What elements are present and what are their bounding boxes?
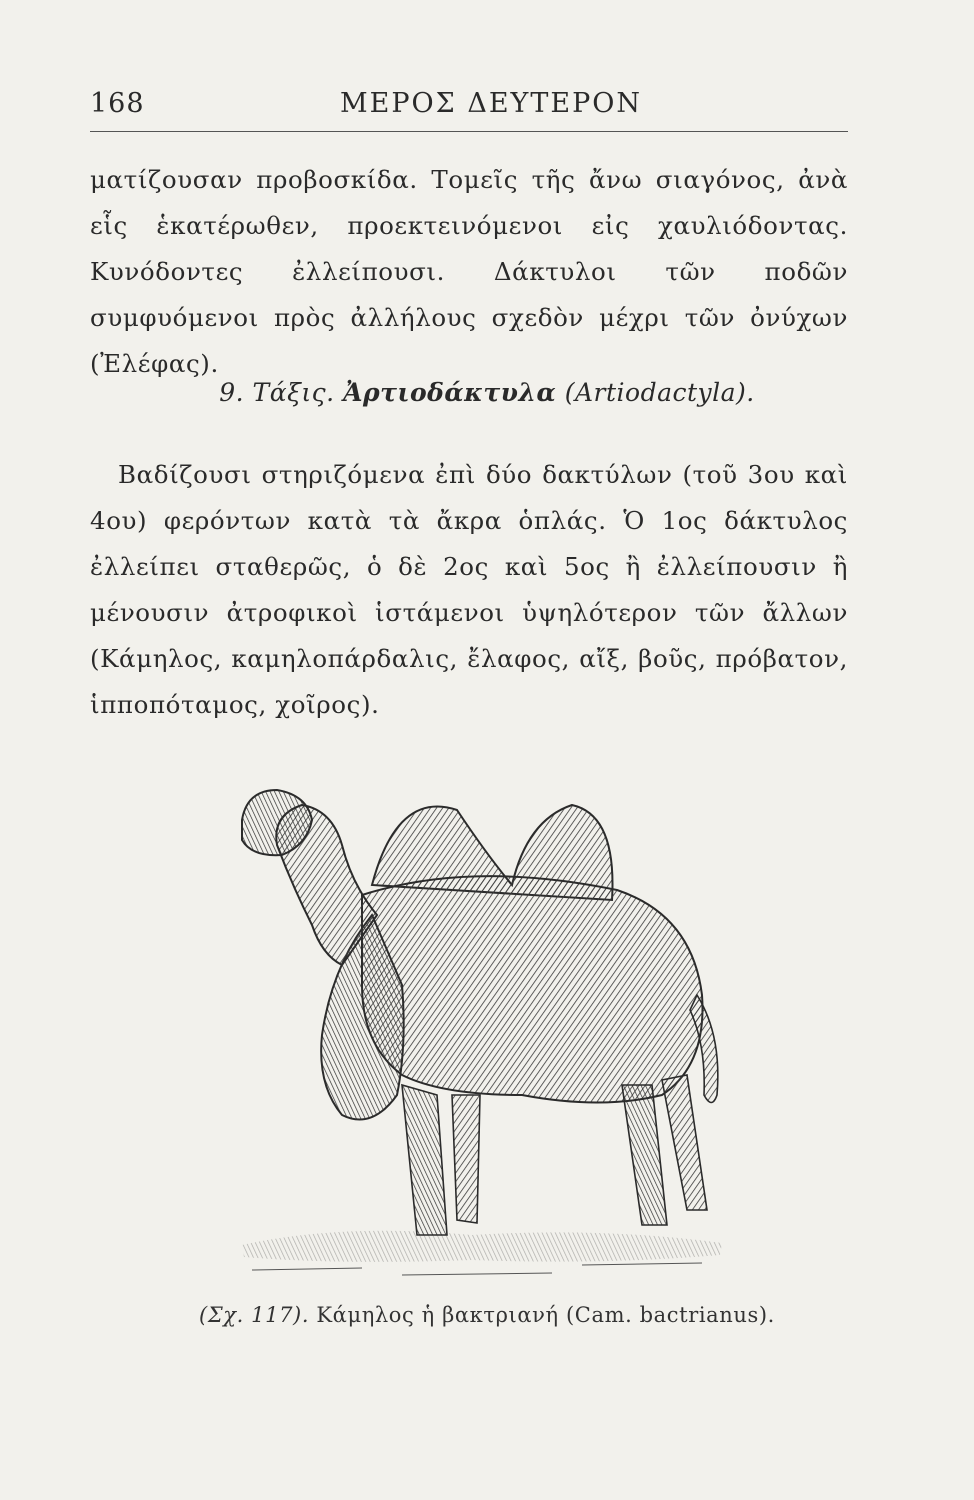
header-rule [90,131,848,132]
figure-number: (Σχ. 117). [199,1303,310,1327]
page-number: 168 [90,88,145,119]
camel-illustration [222,765,752,1305]
camel-body [242,790,718,1120]
section-order-word: Τάξις. [252,378,335,407]
paragraph-artiodactyla-description: Βαδίζουσι στηριζόμενα ἐπὶ δύο δακτύλων (τοῦ 3ου καὶ 4ου) φερόντων κατὰ τὰ ἄκρα ὁπλάς. Ὁ 1ος δάκτυλος ἐλλείπει σταθερῶς, ὁ δὲ 2ος καὶ 5ος ἢ ἐλλείπουσιν ἢ μένουσιν ἀτροφικοὶ ἱστάμενοι ὑψηλότερον τῶν ἄλλων (Κάμηλος, καμηλοπάρδαλις, ἔλαφος, αἴξ, βοῦς, πρόβατον, ἱπποπόταμος, χοῖρος). [90,460,848,719]
section-latin-name: (Artiodactyla). [564,378,755,407]
paragraph-elephant-description: ματίζουσαν προβοσκίδα. Τομεῖς τῆς ἄνω σιαγόνος, ἀνὰ εἷς ἑκατέρωθεν, προεκτεινόμενοι εἰς χαυλιόδοντας. Κυνόδοντες ἐλλείπουσι. Δάκτυλοι τῶν ποδῶν συμφυόμενοι πρὸς ἀλλήλους σχεδὸν μέχρι τῶν ὀνύχων (Ἐλέφας). [90,165,848,378]
figure-caption [0,1303,974,1327]
section-number: 9. [219,378,245,407]
section-greek-name: Ἀρτιοδάκτυλα [343,378,557,407]
camel-engraving [222,765,752,1305]
figure-caption-text: Κάμηλος ἡ βακτριανή (Cam. bactrianus). [316,1303,775,1327]
section-heading [0,378,974,407]
running-head [90,88,850,128]
running-head-title: ΜΕΡΟΣ ΔΕΥΤΕΡΟΝ [340,88,643,119]
ground-shading [242,1231,722,1275]
